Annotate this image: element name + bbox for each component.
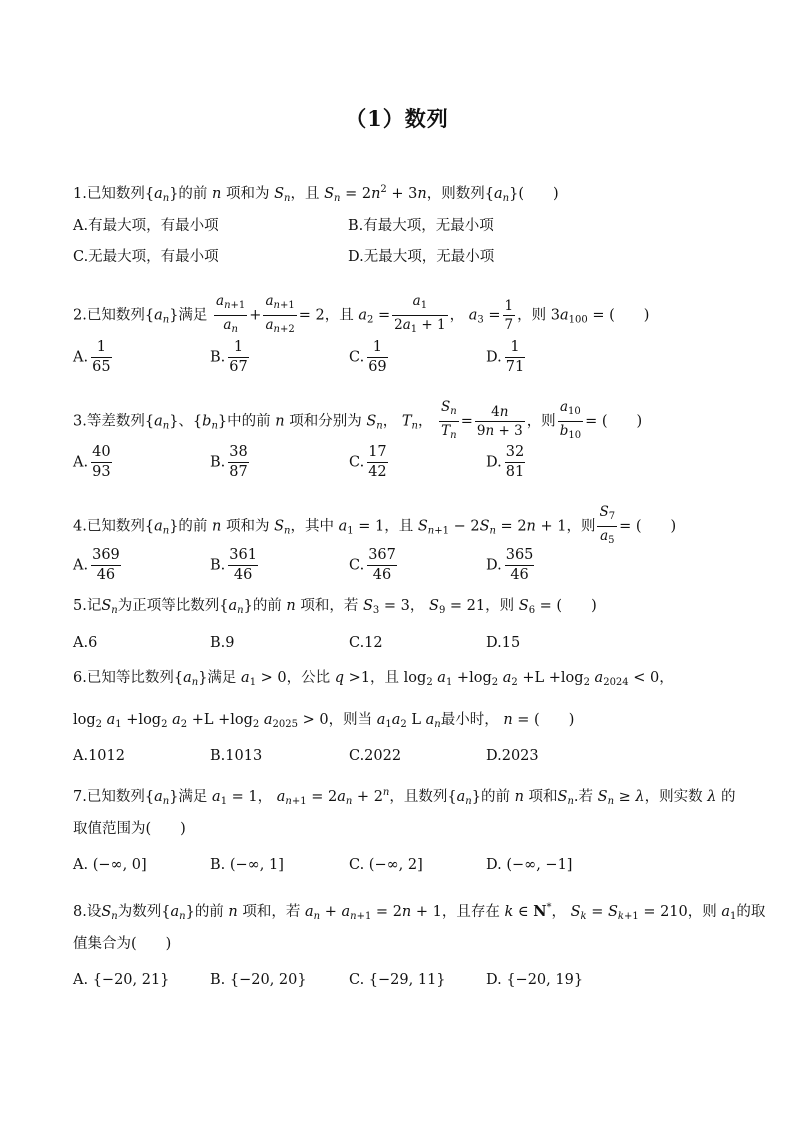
q2-text: 满足 [178, 307, 208, 324]
q5-text: 项和，若 [300, 598, 359, 614]
option-d: D.无最大项，无最小项 [348, 249, 495, 265]
fraction: $\frac{1}{7}$ [504, 298, 514, 333]
q7-text: 7.已知数列 [73, 789, 145, 805]
fraction: $\frac{a_1}{2a_1 + 1}$ [394, 293, 446, 335]
q6-text: ， [659, 670, 674, 686]
q8-text: 8.设 [73, 904, 102, 920]
fraction [228, 338, 248, 377]
question-7-stem-line2: 取值范围为( ) [73, 821, 186, 837]
option-label: B. [210, 349, 226, 366]
question-4-stem: 4.已知数列$\{a_n\}$的前 n 项和为 $S_n$，其中 $a_1 = 1$，且 $S_{n+1} - 2S_n = 2n + 1$，则 $\frac{S_7}{a_5}$ = ( ) [73, 503, 676, 550]
q7-text: 的 [721, 789, 736, 805]
denominator: 46 [510, 567, 529, 583]
q7-text: 的前 [480, 789, 510, 805]
option-label: C. [349, 557, 365, 574]
option-b [210, 443, 249, 482]
option-c: C.无最大项，有最小项 [73, 249, 219, 265]
q3-text: 项和分别为 [289, 413, 362, 430]
fraction: $\frac{S_n}{T_n}$ [441, 399, 457, 441]
option-a [73, 443, 112, 482]
denominator: 93 [92, 464, 111, 480]
fraction: $\frac{S_7}{a_5}$ [599, 504, 616, 546]
denominator: 87 [229, 464, 248, 480]
q3-text: ， [382, 413, 398, 430]
option-label: C. [349, 349, 365, 366]
q6-text: ，且 [370, 670, 400, 686]
q5-text: 的前 [252, 598, 282, 614]
option-a: A. {−20, 21} [73, 972, 170, 988]
fraction [367, 546, 397, 585]
q7-text: ， [257, 789, 273, 805]
q7-text: 满足 [178, 789, 208, 805]
q8-text: ， [551, 904, 566, 920]
option-c: C.12 [349, 635, 383, 651]
q7-text: ，且数列 [389, 789, 448, 805]
option-d: D. {−20, 19} [486, 972, 584, 988]
q5-text: ，则 [485, 598, 515, 614]
fraction [91, 546, 121, 585]
denominator: 81 [505, 464, 525, 480]
option-b: B. {−20, 20} [210, 972, 307, 988]
q3-text: ， [417, 413, 433, 430]
q1-text: ( ) [518, 186, 559, 202]
fraction: $\frac{a_{n+1}}{a_n}$ [216, 293, 246, 335]
q4-text: = ( ) [619, 518, 677, 535]
fraction [367, 338, 387, 377]
numerator: 1 [505, 338, 525, 358]
numerator: 1 [228, 338, 248, 358]
numerator: 17 [367, 443, 387, 463]
q5-text: 5.记 [73, 598, 102, 614]
option-c: C.2022 [349, 748, 402, 764]
denominator: 69 [368, 359, 387, 375]
fraction: $\frac{4n}{9n + 3}$ [476, 404, 523, 439]
fraction [91, 338, 111, 377]
option-d: D.15 [486, 635, 521, 651]
question-3-stem: 3.等差数列$\{a_n\}$、$\{b_n\}$中的前 n 项和分别为 $S_n$， $T_n$， $\frac{S_n}{T_n}$ = $\frac{4n}{9n + 3}$ ，则 $\frac{a_{10}}{b_{10}}$ = ( ) [73, 398, 642, 445]
option-a: A.1012 [73, 748, 125, 764]
option-b: B. (−∞, 1] [210, 857, 284, 873]
q5-text: 为正项等比数列 [117, 598, 220, 614]
q2-text: 2.已知数列 [73, 307, 145, 324]
q6-text: 最小时， [440, 712, 499, 728]
fraction [505, 338, 525, 377]
option-b [210, 338, 249, 377]
denominator: 46 [96, 567, 116, 583]
option-d [486, 443, 525, 482]
option-c: C. {−29, 11} [349, 972, 446, 988]
q6-text: ，则当 [328, 712, 373, 728]
q8-text: 项和，若 [242, 904, 301, 920]
option-b: B.有最大项，无最小项 [348, 218, 494, 234]
numerator: 38 [228, 443, 248, 463]
option-d: D. (−∞, −1] [486, 857, 573, 873]
option-label: A. [73, 557, 89, 574]
fraction [228, 443, 248, 482]
option-label: B. [210, 454, 226, 471]
option-label: D. [486, 454, 502, 471]
option-a: A.有最大项，有最小项 [73, 218, 219, 234]
q8-text: 为数列 [117, 904, 162, 920]
option-label: A. [73, 454, 89, 471]
page-title: （1）数列 [345, 106, 449, 131]
denominator: 65 [92, 359, 111, 375]
q3-text: 、 [178, 413, 193, 430]
q4-text: 4.已知数列 [73, 518, 145, 535]
denominator: 67 [229, 359, 248, 375]
option-d: D.2023 [486, 748, 539, 764]
q1-text: 1.已知数列 [73, 186, 145, 202]
option-d [486, 546, 534, 585]
fraction [505, 443, 525, 482]
option-label: D. [486, 349, 502, 366]
option-label: D. [486, 557, 502, 574]
question-2-stem: 2.已知数列$\{a_n\}$满足 $\frac{a_{n+1}}{a_n}$ + $\frac{a_{n+1}}{a_{n+2}}$ = 2，且 $a_2$ = $\frac{a_1}{2a_1 + 1}$ ， $a_3$ = $\frac{1}{7}$ ，则 $3a_{100}$ = ( ) [73, 292, 649, 339]
q2-text: ，且 [324, 307, 354, 324]
q1-text: ，则数列 [426, 186, 485, 202]
q4-text: ，则 [566, 518, 596, 535]
option-label: C. [349, 454, 365, 471]
option-a: A.6 [73, 635, 98, 651]
question-5-stem: 5.记$S_n$为正项等比数列$\{a_n\}$的前 n 项和，若 $S_3 = 3$， $S_9 = 21$，则 $S_6$ = ( ) [73, 598, 597, 616]
q8-text: ，且存在 [441, 904, 500, 920]
question-1-stem: 1.已知数列$\{a_n\}$的前 n 项和为 $S_n$，且 $S_n = 2n^2 + 3n$，则数列$\{a_n\}$( ) [73, 184, 559, 204]
question-6-stem-line2: $\log_2 a_1 +\log_2$ $a_2 +L +\log_2$ $a_{2025} > 0$，则当 $a_1a_2$ L $a_n$最小时， n = ( ) [73, 712, 575, 730]
option-d [486, 338, 525, 377]
fraction: $\frac{a_{10}}{b_{10}}$ [559, 399, 582, 441]
q3-text: = ( ) [585, 413, 643, 430]
q8-text: ，则 [687, 904, 717, 920]
q1-text: ，且 [290, 186, 320, 202]
q2-text: ， [449, 307, 465, 324]
question-8-stem: 8.设$S_n$为数列$\{a_n\}$的前 n 项和，若 $a_n + a_{n+1} = 2n + 1$，且存在 k ∈ N*， $S_k = S_{k+1} = 210$，则 $a_1$的取 [73, 902, 766, 922]
question-8-stem-line2: 值集合为( ) [73, 936, 172, 952]
q4-text: ，其中 [290, 518, 334, 535]
denominator: 46 [372, 567, 392, 583]
q7-text: ，则实数 [644, 789, 703, 805]
q1-text: 项和为 [225, 186, 270, 202]
fraction [367, 443, 387, 482]
q4-text: ，且 [384, 518, 414, 535]
q8-text: 的取 [736, 904, 766, 920]
option-a [73, 546, 121, 585]
q3-text: 中的前 [227, 413, 271, 430]
q4-text: 的前 [178, 518, 208, 535]
denominator: 46 [233, 567, 253, 583]
option-b: B.9 [210, 635, 235, 651]
option-c [349, 443, 388, 482]
option-a [73, 338, 112, 377]
numerator: 32 [505, 443, 525, 463]
q7-text: .若 [573, 789, 594, 805]
option-a: A. (−∞, 0] [73, 857, 147, 873]
numerator: 1 [91, 338, 111, 358]
q2-text: ，则 [517, 307, 547, 324]
numerator: 1 [367, 338, 387, 358]
q2-text: = ( ) [592, 307, 650, 324]
question-6-stem: 6.已知等比数列$\{a_n\}$满足 $a_1 > 0$，公比 q >1，且 $\log_2 a_1 +\log_2$ $a_2 +L +\log_2$ $a_{2024} < 0$， [73, 670, 674, 688]
q6-text: = ( ) [517, 712, 575, 728]
q6-text: 满足 [207, 670, 237, 686]
numerator: 40 [91, 443, 111, 463]
option-b: B.1013 [210, 748, 263, 764]
option-c: C. (−∞, 2] [349, 857, 423, 873]
option-b [210, 546, 258, 585]
q6-text: ，公比 [286, 670, 331, 686]
question-7-stem: 7.已知数列$\{a_n\}$满足 $a_1 = 1$， $a_{n+1} = 2a_n + 2^n$，且数列$\{a_n\}$的前 n 项和$S_n$.若 $S_n \ge \lambda$，则实数 λ 的 [73, 787, 736, 807]
option-label: B. [210, 557, 226, 574]
option-c [349, 546, 397, 585]
q5-text: = ( ) [539, 598, 597, 614]
denominator: 42 [368, 464, 387, 480]
q3-text: ，则 [526, 413, 556, 430]
option-c [349, 338, 388, 377]
option-label: A. [73, 349, 89, 366]
fraction [505, 546, 535, 585]
numerator: 361 [228, 546, 258, 566]
numerator: 367 [367, 546, 397, 566]
q8-text: 的前 [194, 904, 224, 920]
fraction: $\frac{a_{n+1}}{a_{n+2}}$ [265, 293, 295, 335]
fraction [228, 546, 258, 585]
numerator: 365 [505, 546, 535, 566]
q4-text: 项和为 [225, 518, 270, 535]
q6-text: 6.已知等比数列 [73, 670, 174, 686]
q3-text: 3.等差数列 [73, 413, 145, 430]
q1-text: 的前 [178, 186, 208, 202]
denominator: 71 [505, 359, 525, 375]
fraction [91, 443, 111, 482]
numerator: 369 [91, 546, 121, 566]
q5-text: ， [409, 598, 425, 614]
q7-text: 项和 [528, 789, 558, 805]
